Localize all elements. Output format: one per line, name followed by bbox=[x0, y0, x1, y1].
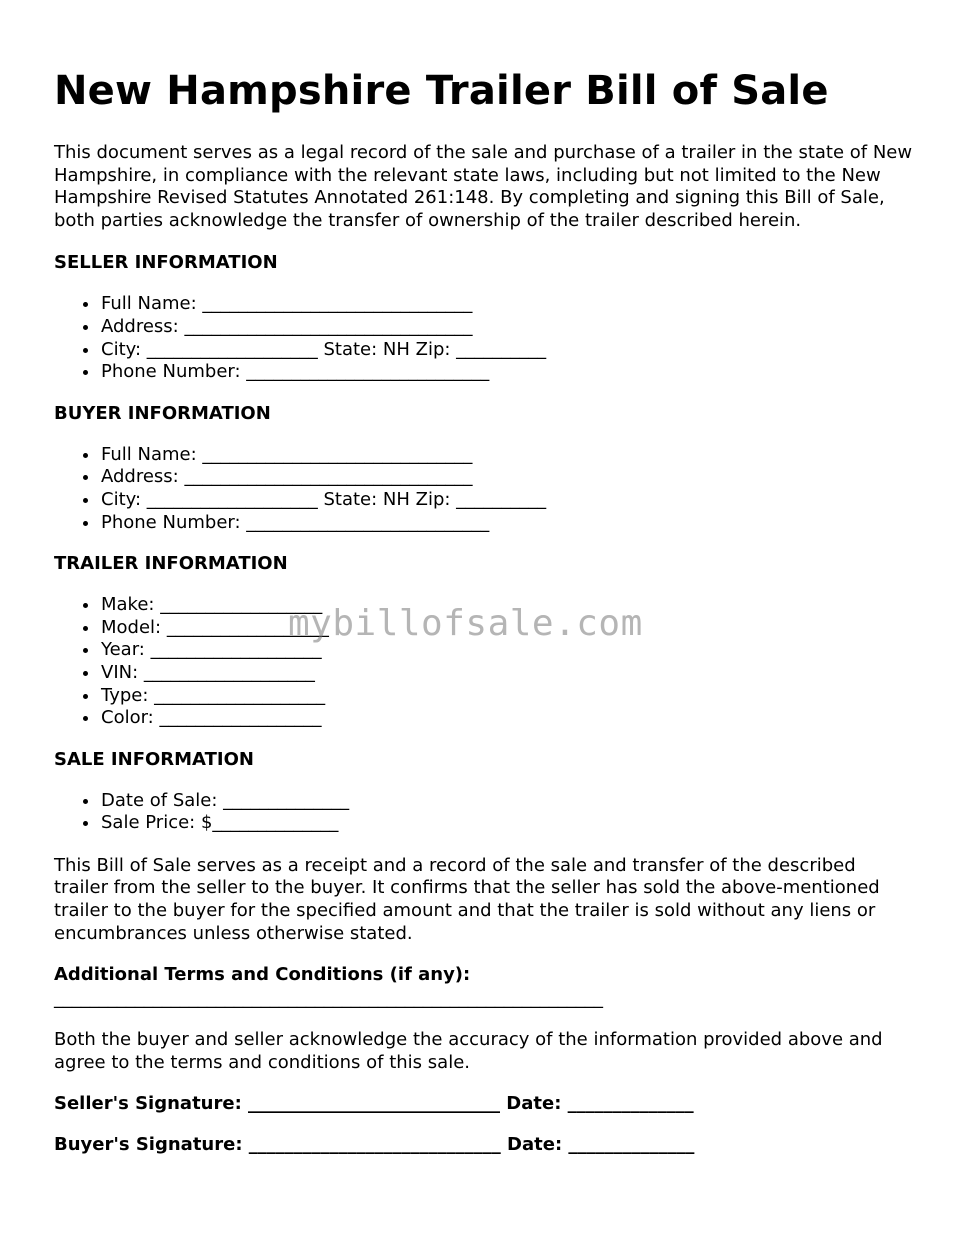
seller-list bbox=[54, 293, 914, 383]
trailer-heading: TRAILER INFORMATION bbox=[54, 553, 288, 575]
seller-signature-line: Seller's Signature: ____________________________ Date: ______________ bbox=[54, 1093, 694, 1115]
seller-city-state-zip: • City: ___________________ State: NH Zip: __________ bbox=[100, 339, 914, 362]
watermark: mybillofsale.com bbox=[288, 603, 643, 644]
terms-heading: Additional Terms and Conditions (if any): bbox=[54, 964, 471, 986]
seller-phone: • Phone Number: ___________________________ bbox=[100, 361, 914, 384]
buyer-address: • Address: ________________________________ bbox=[100, 466, 914, 489]
buyer-list bbox=[54, 444, 914, 534]
trailer-make: • Make: __________________ bbox=[100, 594, 914, 617]
document-title: New Hampshire Trailer Bill of Sale bbox=[54, 68, 829, 114]
seller-heading: SELLER INFORMATION bbox=[54, 252, 278, 274]
acknowledgment-paragraph: Both the buyer and seller acknowledge the accuracy of the information provided above and agree to the terms and conditions of this sale. bbox=[54, 1029, 883, 1073]
buyer-city-state-zip: • City: ___________________ State: NH Zip: __________ bbox=[100, 489, 914, 512]
trailer-color: • Color: __________________ bbox=[100, 707, 914, 730]
buyer-signature-line: Buyer's Signature: ____________________________ Date: ______________ bbox=[54, 1134, 695, 1156]
buyer-phone: • Phone Number: ___________________________ bbox=[100, 512, 914, 535]
sale-price: • Sale Price: $______________ bbox=[100, 812, 914, 835]
trailer-type: • Type: ___________________ bbox=[100, 685, 914, 708]
sale-date: • Date of Sale: ______________ bbox=[100, 790, 914, 813]
seller-full-name: • Full Name: ______________________________ bbox=[100, 293, 914, 316]
trailer-year: • Year: ___________________ bbox=[100, 639, 914, 662]
intro-paragraph: This document serves as a legal record of the sale and purchase of a trailer in the state of New Hampshire, in compliance with the relevant state laws, including but not limited to the New Hampshire Revised Statutes Annotated 261:148. By completing and signing this Bill of Sale, both parties acknowledge the transfer of ownership of the trailer described herein. bbox=[54, 142, 913, 231]
trailer-model: • Model: __________________ bbox=[100, 617, 914, 640]
sale-heading: SALE INFORMATION bbox=[54, 748, 254, 770]
seller-address: • Address: ________________________________ bbox=[100, 316, 914, 339]
sale-list bbox=[54, 790, 914, 835]
terms-line: _____________________________________________________________ bbox=[54, 988, 603, 1010]
buyer-full-name: • Full Name: ______________________________ bbox=[100, 444, 914, 467]
closing-paragraph: This Bill of Sale serves as a receipt and a record of the sale and transfer of the described trailer from the seller to the buyer. It confirms that the seller has sold the above-mentioned trailer to the buyer for the specified amount and that the trailer is sold without any liens or encumbrances unless otherwise stated. bbox=[54, 854, 880, 944]
buyer-heading: BUYER INFORMATION bbox=[54, 402, 271, 424]
trailer-vin: • VIN: ___________________ bbox=[100, 662, 914, 685]
